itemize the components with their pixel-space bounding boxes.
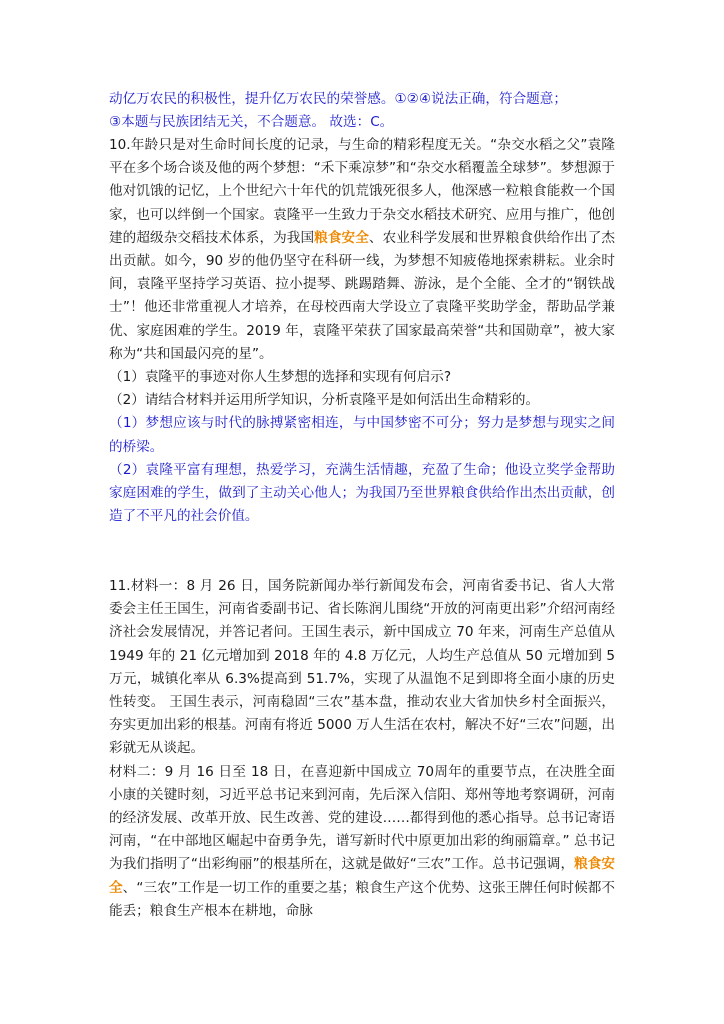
answer-tail	[109, 88, 615, 134]
question-10	[109, 134, 615, 528]
question-11	[109, 575, 615, 923]
q11-material2-pre: 材料二：9 月 16 日至 18 日，在喜迎新中国成立 70周年的重要节点，在决胜全面小康的关键时刻，习近平总书记来到河南，先后深入信阳、郑州等地考察调研，河南的经济发展、改革开放、民生改善、党的建设……都得到他的悉心指导。总书记寄语河南，“在中部地区崛起中奋勇争先，谱写新时代中原更加出彩的绚丽篇章。” 总书记为我们指明了“出彩绚丽”的根基所在，这就是做好“三农”工作。总书记强调，	[109, 763, 615, 873]
question-11-material1: 11.材料一：8 月 26 日，国务院新闻办举行新闻发布会，河南省委书记、省人大常委会主任王国生，河南省委副书记、省长陈润儿围绕“开放的河南更出彩”介绍河南经济社会发展情况，并答记者问。王国生表示，新中国成立 70 年来，河南生产总值从 1949 年的 21 亿元增加到 2018 年的 4.8 万亿元，人均生产总值从 50 元增加到 5 万元，城镇化率从 6.3%提高到 51.7%，实现了从温饱不足到即将全面小康的历史性转变。 王国生表示，河南稳固“三农”基本盘，推动农业大省加快乡村全面振兴，夯实更加出彩的根基。河南有将近 5000 万人生活在农村，解决不好“三农”问题，出彩就无从谈起。	[109, 578, 615, 757]
q10-text-pre: 10.年龄只是对生命时间长度的记录，与生命的精彩程度无关。“杂交水稻之父”袁隆平在多个场合谈及他的两个梦想：“禾下乘凉梦”和“杂交水稻覆盖全球梦”。梦想源于他对饥饿的记忆，上个世纪六十年代的饥荒饿死很多人，他深感一粒粮食能救一个国家，也可以绊倒一个国家。袁隆平一生致力于杂交水稻技术研究、应用与推广，他创建的超级杂交稻技术体系，为我国	[109, 137, 615, 246]
question-10-text	[109, 134, 615, 366]
q11-material2-post: 、“三农”工作是一切工作的重要之基；粮食生产这个优势、这张王牌任何时候都不能丢；粮食生产根本在耕地，命脉	[109, 879, 615, 919]
q10-text-post: 、农业科学发展和世界粮食供给作出了杰出贡献。如今，90 岁的他仍坚守在科研一线，为梦想不知疲倦地探索耕耘。业余时间，袁隆平坚持学习英语、拉小提琴、跳踢踏舞、游泳，是个全能、全才的“钢铁战士”！他还非常重视人才培养，在母校西南大学设立了袁隆平奖助学金，帮助品学兼优、家庭困难的学生。2019 年，袁隆平荣获了国家最高荣誉“共和国勋章”，被大家称为“共和国最闪亮的星”。	[109, 229, 616, 362]
question-10-sub1: （1）袁隆平的事迹对你人生梦想的选择和实现有何启示?	[109, 369, 452, 386]
question-11-material2	[109, 761, 615, 923]
answer-10-1: （1）梦想应该与时代的脉搏紧密相连，与中国梦密不可分；努力是梦想与现实之间的桥梁。	[109, 415, 615, 455]
answer-line: ③本题与民族团结无关，不合题意。 故选：C。	[109, 114, 394, 131]
answer-line: 动亿万农民的积极性，提升亿万农民的荣誉感。①②④说法正确，符合题意；	[109, 91, 567, 107]
question-10-sub2: （2）请结合材料并运用所学知识，分析袁隆平是如何活出生命精彩的。	[109, 392, 540, 409]
answer-10-2: （2）袁隆平富有理想，热爱学习，充满生活情趣，充盈了生命；他设立奖学金帮助家庭困难的学生，做到了主动关心他人；为我国乃至世界粮食供给作出杰出贡献，创造了不平凡的社会价值。	[109, 461, 615, 525]
keyword-highlight: 粮食安全	[109, 856, 615, 896]
keyword-highlight: 粮食安全	[314, 229, 369, 246]
